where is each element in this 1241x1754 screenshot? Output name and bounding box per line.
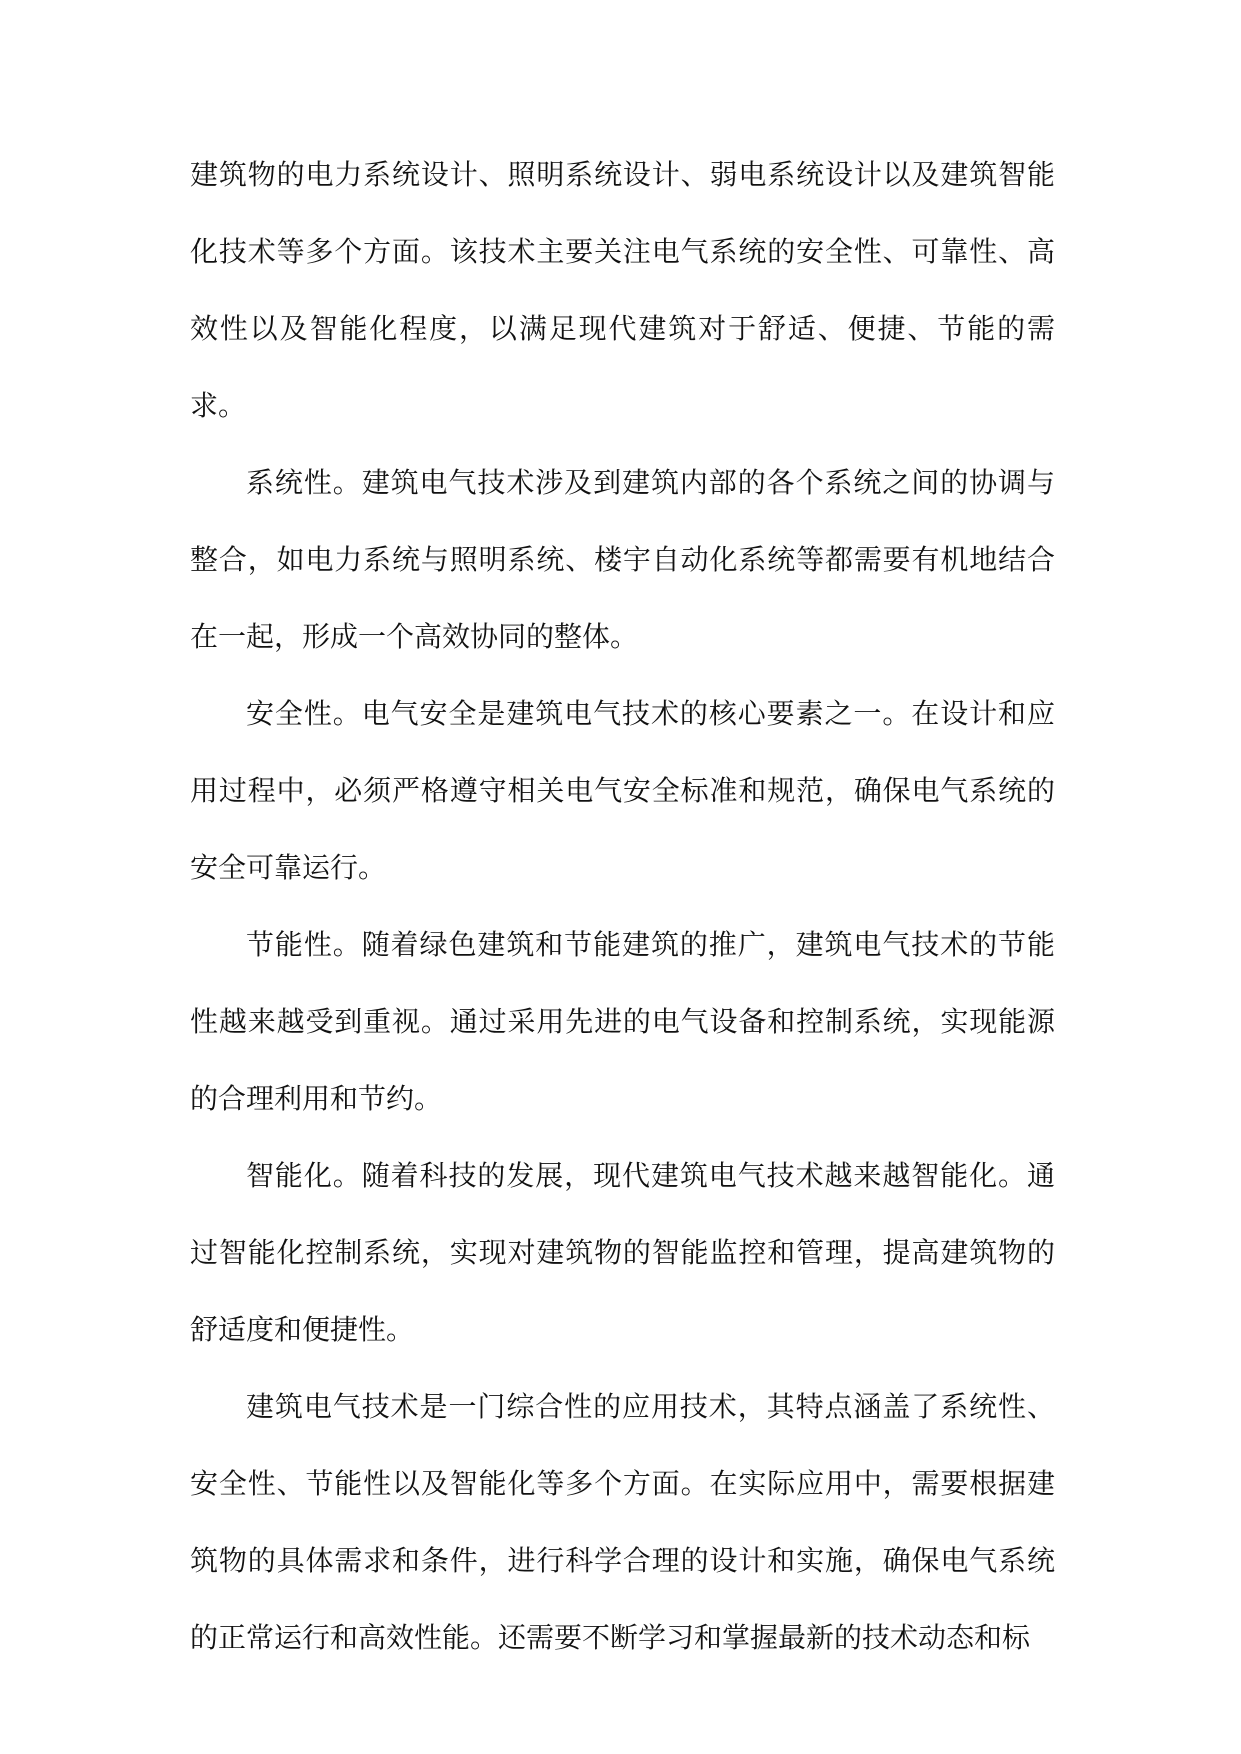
paragraph-safety: 安全性。电气安全是建筑电气技术的核心要素之一。在设计和应用过程中，必须严格遵守相关电气安全标准和规范，确保电气系统的安全可靠运行。: [190, 697, 1055, 884]
paragraph-summary: 建筑电气技术是一门综合性的应用技术，其特点涵盖了系统性、安全性、节能性以及智能化等多个方面。在实际应用中，需要根据建筑物的具体需求和条件，进行科学合理的设计和实施，确保电气系统的正常运行和高效性能。还需要不断学习和掌握最新的技术动态和标: [190, 1390, 1055, 1654]
paragraph-energy-saving: 节能性。随着绿色建筑和节能建筑的推广，建筑电气技术的节能性越来越受到重视。通过采用先进的电气设备和控制系统，实现能源的合理利用和节约。: [190, 928, 1055, 1115]
document-body: [190, 136, 1055, 1676]
paragraph-intro-continued: 建筑物的电力系统设计、照明系统设计、弱电系统设计以及建筑智能化技术等多个方面。该技术主要关注电气系统的安全性、可靠性、高效性以及智能化程度，以满足现代建筑对于舒适、便捷、节能的需求。: [190, 158, 1055, 422]
paragraph-intelligence: 智能化。随着科技的发展，现代建筑电气技术越来越智能化。通过智能化控制系统，实现对建筑物的智能监控和管理，提高建筑物的舒适度和便捷性。: [190, 1159, 1055, 1346]
paragraph-systematic: 系统性。建筑电气技术涉及到建筑内部的各个系统之间的协调与整合，如电力系统与照明系统、楼宇自动化系统等都需要有机地结合在一起，形成一个高效协同的整体。: [190, 466, 1055, 653]
